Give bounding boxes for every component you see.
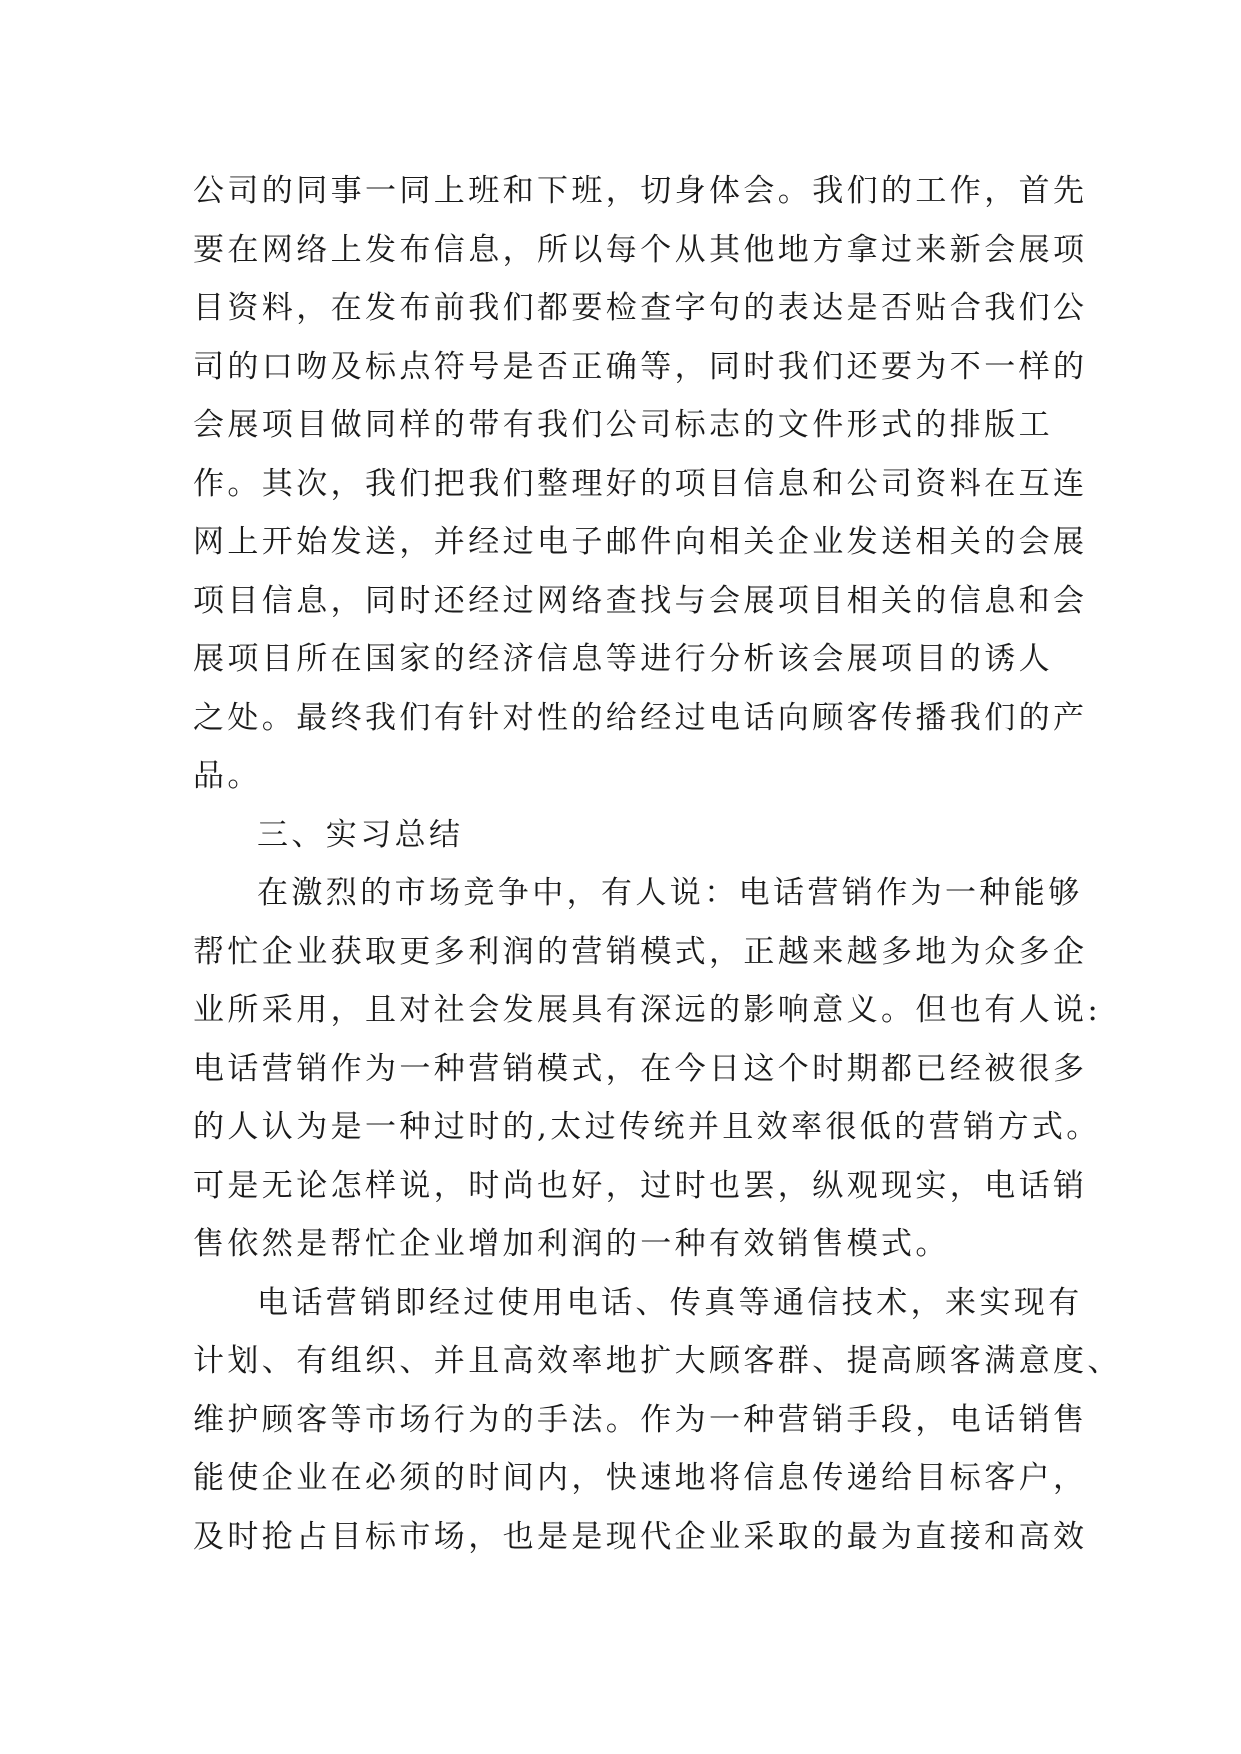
text-line: 目资料，在发布前我们都要检查字句的表达是否贴合我们公 bbox=[193, 290, 1088, 326]
text-line: 网上开始发送，并经过电子邮件向相关企业发送相关的会展 bbox=[193, 524, 1088, 560]
text-line: 在激烈的市场竞争中，有人说：电话营销作为一种能够 bbox=[257, 875, 1083, 911]
text-line: 电话营销作为一种营销模式，在今日这个时期都已经被很多 bbox=[193, 1050, 1088, 1087]
text-line: 项目信息，同时还经过网络查找与会展项目相关的信息和会 bbox=[193, 582, 1088, 619]
text-line: 计划、有组织、并且高效率地扩大顾客群、提高顾客满意度、 bbox=[193, 1343, 1122, 1379]
text-line: 维护顾客等市场行为的手法。作为一种营销手段，电话销售 bbox=[193, 1401, 1088, 1438]
text-line: 电话营销即经过使用电话、传真等通信技术，来实现有 bbox=[257, 1284, 1083, 1321]
text-line: 帮忙企业获取更多利润的营销模式，正越来越多地为众多企 bbox=[193, 933, 1088, 970]
body-text bbox=[193, 162, 1122, 1566]
text-line: 作。其次，我们把我们整理好的项目信息和公司资料在互连 bbox=[193, 465, 1088, 502]
text-line: 可是无论怎样说，时尚也好，过时也罢，纵观现实，电话销 bbox=[193, 1167, 1088, 1204]
text-line: 三、实习总结 bbox=[257, 816, 464, 853]
text-line: 会展项目做同样的带有我们公司标志的文件形式的排版工 bbox=[193, 407, 1053, 443]
text-line: 展项目所在国家的经济信息等进行分析该会展项目的诱人 bbox=[193, 641, 1053, 677]
text-line: 及时抢占目标市场，也是是现代企业采取的最为直接和高效 bbox=[193, 1518, 1088, 1555]
text-line: 公司的同事一同上班和下班，切身体会。我们的工作，首先 bbox=[193, 173, 1088, 209]
text-line: 售依然是帮忙企业增加利润的一种有效销售模式。 bbox=[193, 1226, 950, 1262]
text-line: 之处。最终我们有针对性的给经过电话向顾客传播我们的产 bbox=[193, 699, 1088, 736]
text-line: 品。 bbox=[193, 758, 262, 794]
text-line: 要在网络上发布信息，所以每个从其他地方拿过来新会展项 bbox=[193, 231, 1088, 268]
text-line: 司的口吻及标点符号是否正确等，同时我们还要为不一样的 bbox=[193, 348, 1088, 385]
text-line: 能使企业在必须的时间内，快速地将信息传递给目标客户， bbox=[193, 1460, 1088, 1496]
text-line: 业所采用，且对社会发展具有深远的影响意义。但也有人说: bbox=[193, 992, 1102, 1028]
text-line: 的人认为是一种过时的,太过传统并且效率很低的营销方式。 bbox=[193, 1109, 1101, 1145]
